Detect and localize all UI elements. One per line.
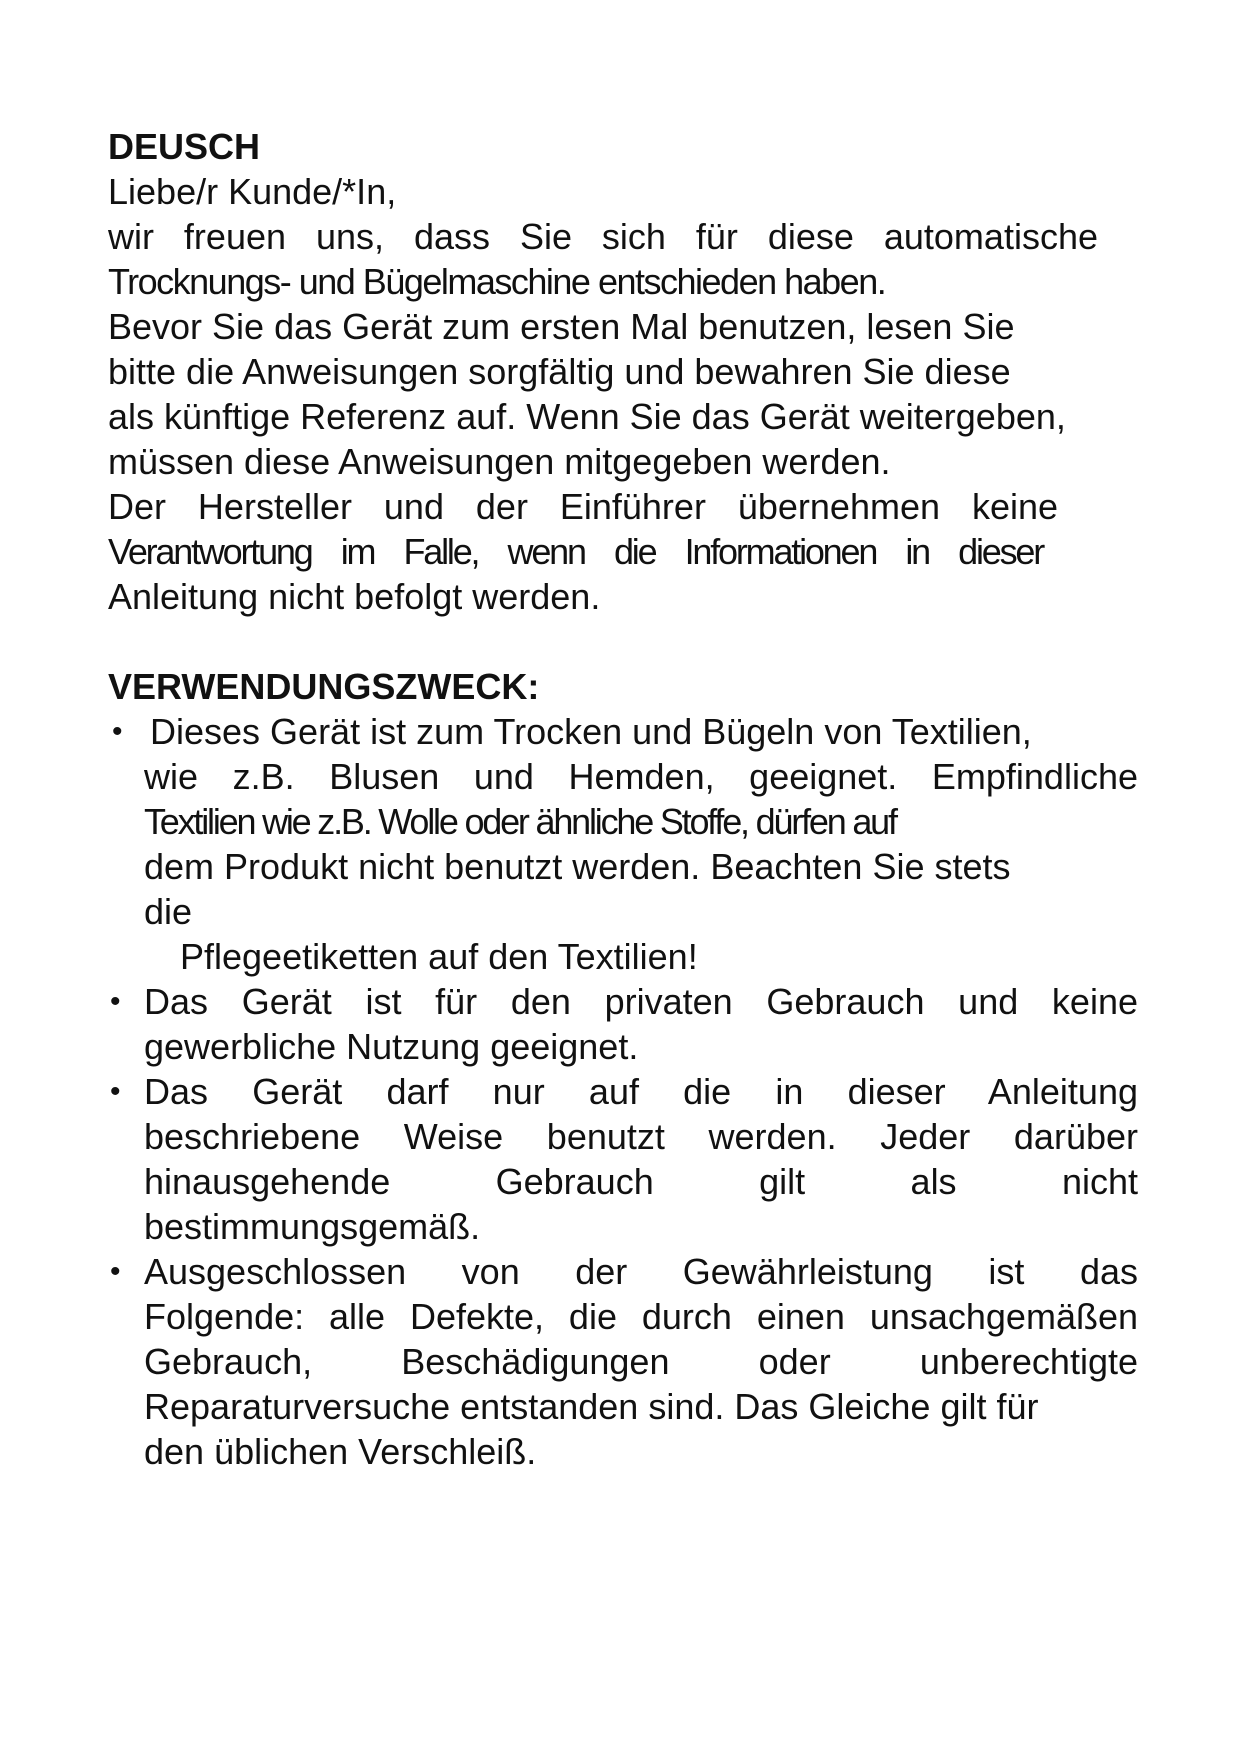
- list-item: [108, 709, 1138, 979]
- bullet-icon: •: [112, 715, 123, 748]
- list-item-line: Pflegeetiketten auf den Textilien!: [180, 936, 698, 977]
- bullet-icon: •: [110, 1075, 121, 1108]
- list-item-line: Reparaturversuche entstanden sind. Das Gleiche gilt für: [144, 1386, 1039, 1427]
- list-item-line: wie z.B. Blusen und Hemden, geeignet. Empfindliche: [144, 756, 1138, 797]
- intro-paragraph-line: Der Hersteller und der Einführer übernehmen keine: [108, 486, 1058, 527]
- list-item: [108, 1249, 1138, 1474]
- list-item-line: beschriebene Weise benutzt werden. Jeder darüber: [144, 1116, 1138, 1157]
- list-item-line: Ausgeschlossen von der Gewährleistung ist das: [144, 1251, 1138, 1292]
- intro-paragraph-line: Verantwortung im Falle, wenn die Informationen in dieser: [108, 531, 1043, 572]
- purpose-list: [108, 709, 1138, 1474]
- section-spacer: [108, 619, 1138, 664]
- intro-paragraph-line: müssen diese Anweisungen mitgegeben werden.: [108, 441, 891, 482]
- intro-section: [108, 169, 1138, 619]
- list-item-line: Das Gerät ist für den privaten Gebrauch und keine: [144, 981, 1138, 1022]
- list-item-line: bestimmungsgemäß.: [144, 1206, 481, 1247]
- purpose-section: [108, 664, 1138, 1474]
- manual-page: [108, 124, 1138, 1474]
- intro-paragraph-line: Bevor Sie das Gerät zum ersten Mal benutzen, lesen Sie: [108, 306, 1015, 347]
- list-item-line: hinausgehende Gebrauch gilt als nicht: [144, 1161, 1138, 1202]
- list-item-line: Das Gerät darf nur auf die in dieser Anleitung: [144, 1071, 1138, 1112]
- list-item-line: die: [144, 891, 193, 932]
- list-item-line: Gebrauch, Beschädigungen oder unberechtigte: [144, 1341, 1138, 1382]
- list-item-line: Textilien wie z.B. Wolle oder ähnliche Stoffe, dürfen auf: [144, 801, 896, 842]
- greeting: Liebe/r Kunde/*In,: [108, 171, 397, 212]
- bullet-icon: •: [110, 1255, 121, 1288]
- purpose-heading: VERWENDUNGSZWECK:: [108, 666, 540, 707]
- bullet-icon: •: [110, 985, 121, 1018]
- intro-paragraph-line: Anleitung nicht befolgt werden.: [108, 576, 601, 617]
- intro-paragraph-line: als künftige Referenz auf. Wenn Sie das Gerät weitergeben,: [108, 396, 1066, 437]
- list-item-line: Dieses Gerät ist zum Trocken und Bügeln von Textilien,: [150, 711, 1032, 752]
- list-item-line: dem Produkt nicht benutzt werden. Beachten Sie stets: [144, 846, 1011, 887]
- list-item: [108, 1069, 1138, 1249]
- list-item-line: gewerbliche Nutzung geeignet.: [144, 1026, 639, 1067]
- intro-paragraph-line: bitte die Anweisungen sorgfältig und bewahren Sie diese: [108, 351, 1011, 392]
- list-item-line: Folgende: alle Defekte, die durch einen unsachgemäßen: [144, 1296, 1138, 1337]
- list-item: [108, 979, 1138, 1069]
- list-item-line: den üblichen Verschleiß.: [144, 1431, 537, 1472]
- language-heading: DEUSCH: [108, 126, 261, 167]
- intro-paragraph-line: wir freuen uns, dass Sie sich für diese automatische: [108, 216, 1098, 257]
- intro-paragraph-line: Trocknungs- und Bügelmaschine entschieden haben.: [108, 261, 886, 302]
